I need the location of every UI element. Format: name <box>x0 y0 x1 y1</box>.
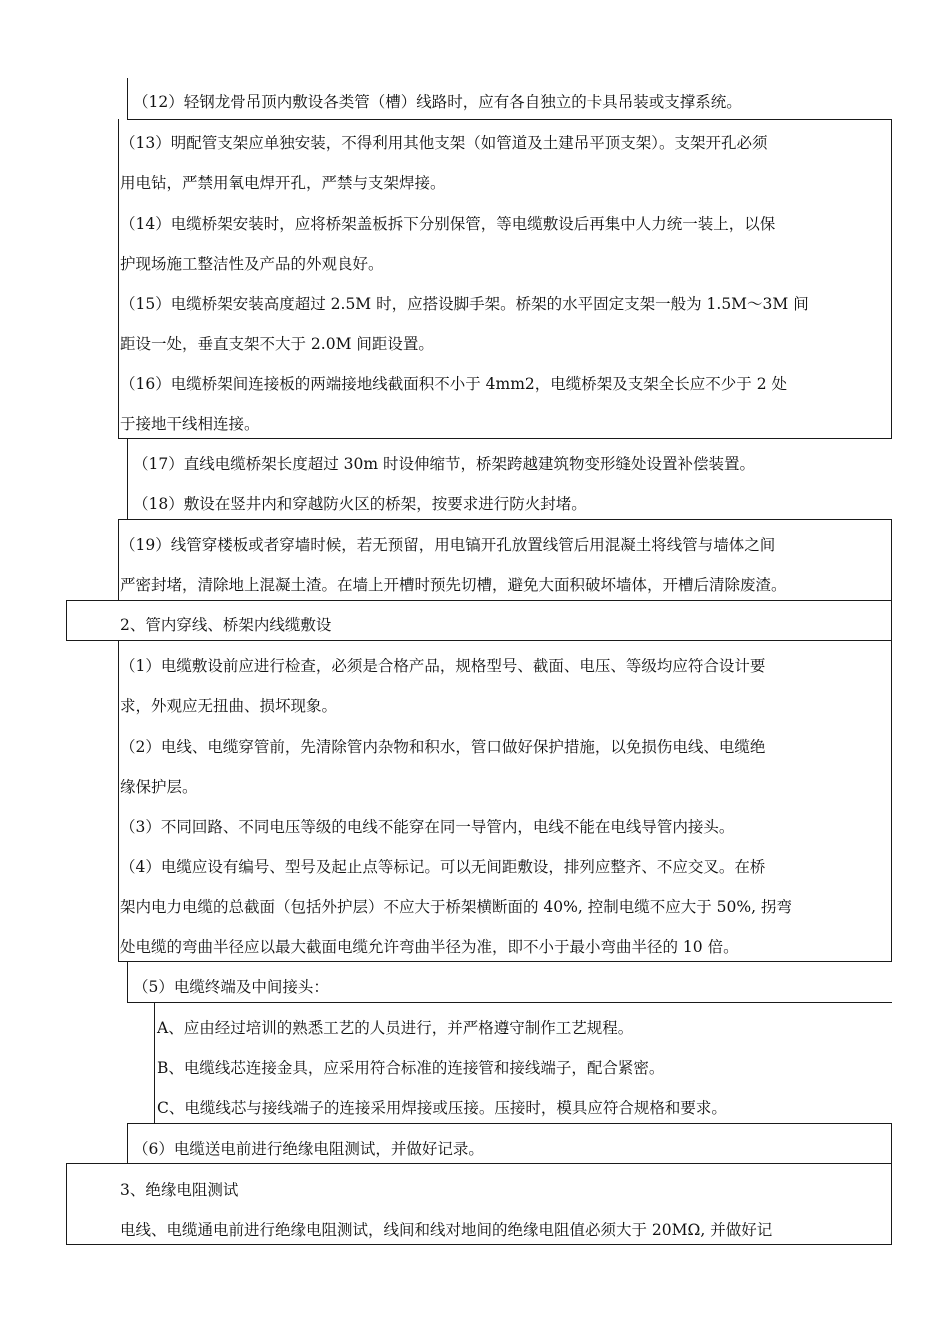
s2-item-1-line-2: 求，外观应无扭曲、损坏现象。 <box>120 697 338 715</box>
item-18: （18）敷设在竖井内和穿越防火区的桥架，按要求进行防火封堵。 <box>133 495 587 513</box>
rule <box>118 438 892 439</box>
rule <box>118 119 119 439</box>
rule <box>127 1123 892 1124</box>
section-3-heading: 3、绝缘电阻测试 <box>120 1181 239 1199</box>
s2-item-3: （3）不同回路、不同电压等级的电线不能穿在同一导管内，电线不能在电线导管内接头。 <box>120 818 735 836</box>
item-19-line-1: （19）线管穿楼板或者穿墙时候，若无预留，用电镐开孔放置线管后用混凝土将线管与墙体之间 <box>120 536 776 554</box>
s2-item-2-line-1: （2）电线、电缆穿管前，先清除管内杂物和积水，管口做好保护措施，以免损伤电线、电缆绝 <box>120 738 766 756</box>
rule <box>891 640 892 962</box>
rule <box>127 119 892 120</box>
item-13-line-1: （13）明配管支架应单独安装，不得利用其他支架（如管道及土建吊平顶支架）。支架开孔必须 <box>120 134 768 152</box>
rule <box>118 640 119 962</box>
rule <box>66 1163 892 1164</box>
s2-item-5-a: A、应由经过培训的熟悉工艺的人员进行，并严格遵守制作工艺规程。 <box>157 1019 634 1037</box>
rule <box>118 519 119 601</box>
rule <box>66 1163 67 1245</box>
rule <box>127 1123 128 1164</box>
item-12: （12）轻钢龙骨吊顶内敷设各类管（槽）线路时，应有各自独立的卡具吊装或支撑系统。 <box>133 93 742 111</box>
s2-item-1-line-1: （1）电缆敷设前应进行检查，必须是合格产品，规格型号、截面、电压、等级均应符合设计要 <box>120 657 766 675</box>
rule <box>127 961 128 1003</box>
s2-item-4-line-1: （4）电缆应设有编号、型号及起止点等标记。可以无间距敷设，排列应整齐、不应交叉。在桥 <box>120 858 766 876</box>
item-19-line-2: 严密封堵，清除地上混凝土渣。在墙上开槽时预先切槽，避免大面积破坏墙体，开槽后清除废渣。 <box>120 576 787 594</box>
item-15-line-1: （15）电缆桥架安装高度超过 2.5M 时，应搭设脚手架。桥架的水平固定支架一般为 1.5M〜3M 间 <box>120 295 809 313</box>
item-14-line-1: （14）电缆桥架安装时，应将桥架盖板拆下分别保管，等电缆敷设后再集中人力统一装上，以保 <box>120 215 776 233</box>
rule <box>66 600 67 641</box>
item-17: （17）直线电缆桥架长度超过 30m 时设伸缩节，桥架跨越建筑物变形缝处设置补偿装置。 <box>133 455 756 473</box>
s2-item-4-line-3: 处电缆的弯曲半径应以最大截面电缆允许弯曲半径为准，即不小于最小弯曲半径的 10 倍。 <box>120 938 739 956</box>
rule <box>154 1002 155 1124</box>
s2-item-4-line-2: 架内电力电缆的总截面（包括外护层）不应大于桥架横断面的 40%, 控制电缆不应大于 50%, 拐弯 <box>120 898 792 916</box>
rule <box>891 1163 892 1245</box>
item-13-line-2: 用电钻，严禁用氧电焊开孔，严禁与支架焊接。 <box>120 174 446 192</box>
rule <box>127 78 128 120</box>
rule <box>127 1002 892 1003</box>
item-15-line-2: 距设一处，垂直支架不大于 2.0M 间距设置。 <box>120 335 434 353</box>
s2-item-5-c: C、电缆线芯与接线端子的连接采用焊接或压接。压接时，模具应符合规格和要求。 <box>157 1099 727 1117</box>
rule <box>891 119 892 439</box>
item-14-line-2: 护现场施工整洁性及产品的外观良好。 <box>120 255 384 273</box>
rule <box>66 600 892 601</box>
rule <box>66 640 892 641</box>
item-16-line-2: 于接地干线相连接。 <box>120 415 260 433</box>
s2-item-5-b: B、电缆线芯连接金具，应采用符合标准的连接管和接线端子，配合紧密。 <box>157 1059 665 1077</box>
rule <box>127 438 128 520</box>
s3-paragraph: 电线、电缆通电前进行绝缘电阻测试，线间和线对地间的绝缘电阻值必须大于 20MΩ, 并做好记 <box>120 1221 773 1239</box>
rule <box>118 519 892 520</box>
rule <box>118 961 892 962</box>
rule <box>891 519 892 641</box>
section-2-heading: 2、管内穿线、桥架内线缆敷设 <box>120 616 332 634</box>
rule <box>66 1244 892 1245</box>
item-16-line-1: （16）电缆桥架间连接板的两端接地线截面积不小于 4mm2，电缆桥架及支架全长应不少于 2 处 <box>120 375 787 393</box>
s2-item-5: （5）电缆终端及中间接头： <box>133 978 329 996</box>
rule <box>891 1123 892 1164</box>
s2-item-6: （6）电缆送电前进行绝缘电阻测试，并做好记录。 <box>133 1140 484 1158</box>
s2-item-2-line-2: 缘保护层。 <box>120 778 198 796</box>
